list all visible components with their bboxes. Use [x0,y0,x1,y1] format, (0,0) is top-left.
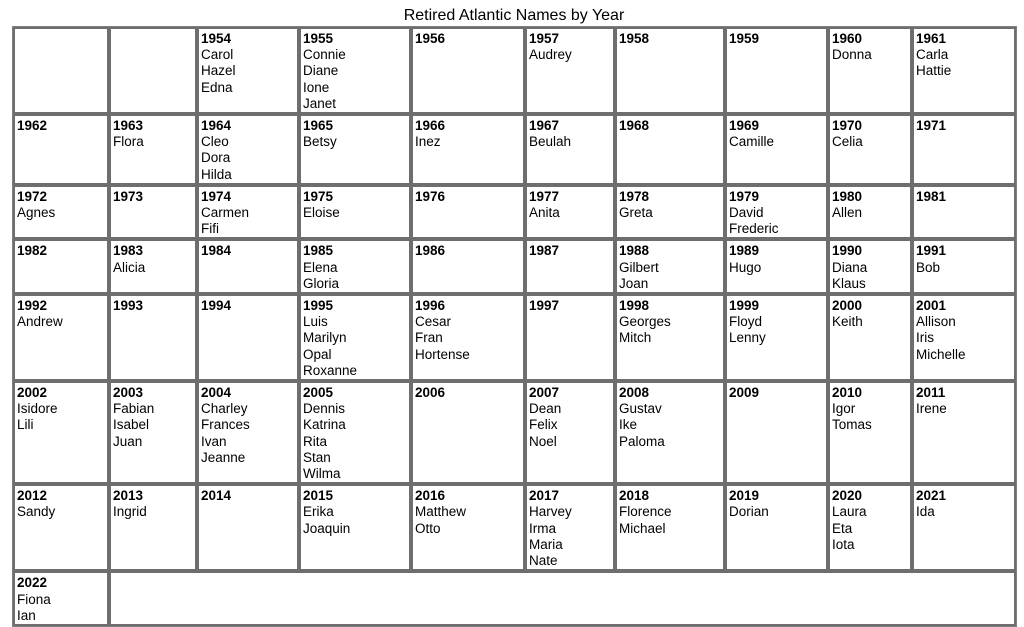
retired-name: Donna [832,47,872,63]
year-cell [411,294,525,381]
retired-name: Tomas [832,417,872,433]
retired-name: Diana [832,259,868,275]
retired-name: Noel [529,433,557,449]
year-label: 1972 [17,188,48,204]
year-label: 2014 [201,488,232,504]
year-cell [13,381,109,484]
retired-name: Dorian [729,504,769,520]
retired-name: Juan [113,433,143,449]
year-cell [828,381,912,484]
year-label: 1991 [916,243,947,259]
retired-name: Matthew [415,504,467,520]
retired-name: Katrina [303,417,346,433]
year-label: 2020 [832,488,863,504]
retired-name: Irene [916,401,947,417]
year-label: 2011 [916,385,946,401]
year-cell [525,114,615,185]
retired-name: Otto [415,520,441,536]
retired-name: Fabian [113,401,155,417]
retired-name: Camille [729,134,775,150]
retired-name: Inez [415,134,441,150]
year-label: 1967 [529,118,560,134]
year-cell [525,294,615,381]
year-label: 1988 [619,243,650,259]
retired-name: Agnes [17,205,56,221]
year-cell [525,381,615,484]
year-label: 1960 [832,31,863,46]
year-label: 2017 [529,488,560,504]
retired-name: Celia [832,134,863,150]
year-label: 2005 [303,385,334,401]
retired-name: Eloise [303,205,340,221]
year-cell [725,239,828,294]
year-cell [615,27,725,114]
year-cell [299,27,411,114]
year-cell [912,114,1016,185]
year-cell [197,114,299,185]
retired-name: Audrey [529,47,572,63]
retired-name: Edna [201,79,233,95]
retired-name: Nate [529,553,558,569]
year-label: 2002 [17,385,48,401]
year-label: 1982 [17,243,48,259]
year-cell [109,484,197,571]
year-cell [109,27,197,114]
year-label: 2022 [17,575,48,591]
retired-name: Janet [303,95,337,111]
year-cell [13,294,109,381]
retired-name: Felix [529,417,558,433]
year-cell [411,114,525,185]
retired-name: Hazel [201,63,236,79]
retired-name: Laura [832,504,867,520]
year-cell [615,239,725,294]
retired-name: Connie [303,47,346,63]
retired-name: Frances [201,417,250,433]
retired-name: Georges [619,314,671,330]
year-cell [109,185,197,240]
retired-name: Keith [832,314,863,330]
year-cell [197,239,299,294]
retired-name: Erika [303,504,334,520]
year-label: 2006 [415,385,446,401]
retired-name: Hugo [729,259,762,275]
retired-name: Rita [303,433,328,449]
year-label: 1969 [729,118,760,134]
year-label: 1993 [113,298,144,314]
year-cell [615,484,725,571]
retired-name: Paloma [619,433,665,449]
retired-name: Michelle [916,346,966,362]
year-cell [411,381,525,484]
year-cell [197,484,299,571]
year-label: 1981 [916,188,947,204]
year-cell [725,114,828,185]
year-label: 2007 [529,385,560,401]
year-label: 1986 [415,243,446,259]
retired-name: Lenny [729,330,766,346]
retired-name: Isidore [17,401,58,417]
retired-name: Fifi [201,221,219,237]
year-cell [411,185,525,240]
year-cell [13,239,109,294]
retired-name: Wilma [303,466,341,482]
retired-name: Ione [303,79,330,95]
year-cell [725,381,828,484]
year-label: 2019 [729,488,760,504]
year-label: 1994 [201,298,232,314]
retired-name: Hilda [201,166,232,182]
year-label: 1997 [529,298,560,314]
year-label: 1965 [303,118,334,134]
year-label: 1978 [619,188,650,204]
retired-name: Marilyn [303,330,347,346]
retired-name: Ivan [201,433,227,449]
table-row [13,294,1016,381]
year-label: 1996 [415,298,446,314]
retired-name: Diane [303,63,339,79]
year-cell [725,27,828,114]
year-cell [299,114,411,185]
retired-name: Fran [415,330,443,346]
year-cell [109,381,197,484]
year-label: 1977 [529,188,560,204]
year-cell [912,185,1016,240]
year-cell [912,484,1016,571]
retired-name: David [729,205,764,221]
year-label: 2001 [916,298,947,314]
year-label: 1958 [619,31,650,46]
year-label: 1973 [113,188,144,204]
year-label: 1970 [832,118,863,134]
year-cell [299,484,411,571]
year-label: 1985 [303,243,334,259]
year-cell [912,381,1016,484]
year-cell [411,27,525,114]
year-cell [197,27,299,114]
year-label: 1962 [17,118,48,134]
year-cell [725,294,828,381]
year-cell [828,239,912,294]
retired-name: Betsy [303,134,337,150]
year-label: 1959 [729,31,760,46]
year-cell [197,294,299,381]
year-cell [525,27,615,114]
retired-name: Ingrid [113,504,147,520]
year-label: 1963 [113,118,144,134]
retired-name: Gustav [619,401,662,417]
retired-name: Flora [113,134,144,150]
retired-name: Greta [619,205,653,221]
retired-name: Allison [916,314,956,330]
year-cell [912,239,1016,294]
retired-name: Igor [832,401,856,417]
retired-name: Anita [529,205,560,221]
year-label: 2018 [619,488,650,504]
retired-name: Andrew [17,314,63,330]
retired-name: Irma [529,520,556,536]
table-row [13,381,1016,484]
year-label: 2013 [113,488,144,504]
year-label: 1984 [201,243,232,259]
year-cell [615,185,725,240]
year-label: 1968 [619,118,650,134]
year-label: 2003 [113,385,144,401]
year-label: 1975 [303,188,334,204]
retired-name: Hortense [415,346,470,362]
year-label: 1974 [201,188,232,204]
year-cell [109,294,197,381]
year-cell [13,114,109,185]
retired-name: Ian [17,607,36,623]
retired-name: Bob [916,259,941,275]
year-label: 1955 [303,31,334,46]
retired-name: Harvey [529,504,572,520]
table-row [13,239,1016,294]
year-label: 1979 [729,188,760,204]
year-label: 2010 [832,385,863,401]
year-label: 1957 [529,31,560,46]
retired-name: Carmen [201,205,250,221]
year-cell [615,114,725,185]
retired-name: Beulah [529,134,572,150]
retired-name: Cleo [201,134,229,150]
year-cell [828,27,912,114]
year-label: 2000 [832,298,863,314]
year-cell [411,239,525,294]
retired-name: Mitch [619,330,652,346]
retired-name: Joan [619,275,649,291]
retired-name: Charley [201,401,248,417]
retired-names-table [12,26,1017,627]
retired-name: Stan [303,449,331,465]
year-cell [299,239,411,294]
year-label: 1954 [201,31,232,46]
retired-name: Roxanne [303,362,358,378]
retired-name: Carla [916,47,949,63]
retired-name: Sandy [17,504,56,520]
year-label: 2008 [619,385,650,401]
year-cell [299,294,411,381]
year-cell [525,239,615,294]
retired-name: Joaquin [303,520,351,536]
year-cell [109,114,197,185]
retired-name: Luis [303,314,328,330]
retired-name: Allen [832,205,863,221]
year-label: 2015 [303,488,334,504]
year-cell [411,484,525,571]
page-title: Retired Atlantic Names by Year [403,7,625,24]
retired-name: Iota [832,536,855,552]
year-cell [197,185,299,240]
retired-name: Dean [529,401,562,417]
year-label: 2016 [415,488,446,504]
year-cell [525,185,615,240]
year-label: 2021 [916,488,947,504]
year-cell [13,185,109,240]
year-cell [828,185,912,240]
retired-name: Dora [201,150,231,166]
retired-name: Carol [201,47,234,63]
table-row [13,484,1016,571]
year-cell [828,294,912,381]
year-label: 2004 [201,385,232,401]
year-label: 1964 [201,118,232,134]
year-cell [299,185,411,240]
year-label: 2009 [729,385,760,401]
year-label: 1990 [832,243,863,259]
year-cell [725,185,828,240]
year-cell [615,294,725,381]
retired-name: Gloria [303,275,340,291]
retired-name: Lili [17,417,34,433]
retired-name: Floyd [729,314,763,330]
table-row [13,114,1016,185]
retired-name: Dennis [303,401,346,417]
retired-name: Ike [619,417,638,433]
year-cell [525,484,615,571]
year-label: 1987 [529,243,560,259]
year-cell [912,294,1016,381]
year-cell [725,484,828,571]
year-label: 1992 [17,298,48,314]
year-cell [109,239,197,294]
retired-name: Opal [303,346,332,362]
year-label: 1995 [303,298,334,314]
year-cell [197,381,299,484]
retired-name: Frederic [729,221,779,237]
year-label: 2012 [17,488,48,504]
year-label: 1976 [415,188,446,204]
retired-name: Klaus [832,275,866,291]
year-label: 1989 [729,243,760,259]
year-label: 1980 [832,188,863,204]
retired-name: Alicia [113,259,146,275]
year-cell [912,27,1016,114]
retired-name: Hattie [916,63,952,79]
retired-name: Ida [916,504,935,520]
year-cell [615,381,725,484]
year-label: 1956 [415,31,446,46]
retired-name: Iris [916,330,934,346]
retired-name: Maria [529,536,563,552]
retired-name: Elena [303,259,338,275]
retired-name: Fiona [17,591,51,607]
year-label: 1961 [916,31,947,46]
retired-name: Eta [832,520,853,536]
year-label: 1971 [916,118,947,134]
retired-name: Isabel [113,417,150,433]
table-row [13,27,1016,114]
year-cell [299,381,411,484]
year-label: 1966 [415,118,446,134]
year-cell [13,27,109,114]
retired-name: Gilbert [619,259,659,275]
year-label: 1983 [113,243,144,259]
year-cell [828,484,912,571]
retired-name: Jeanne [201,449,246,465]
year-cell [13,484,109,571]
retired-name: Florence [619,504,672,520]
year-label: 1999 [729,298,760,314]
table-row [13,185,1016,240]
year-label: 1998 [619,298,650,314]
retired-name: Michael [619,520,666,536]
year-cell [828,114,912,185]
retired-name: Cesar [415,314,452,330]
